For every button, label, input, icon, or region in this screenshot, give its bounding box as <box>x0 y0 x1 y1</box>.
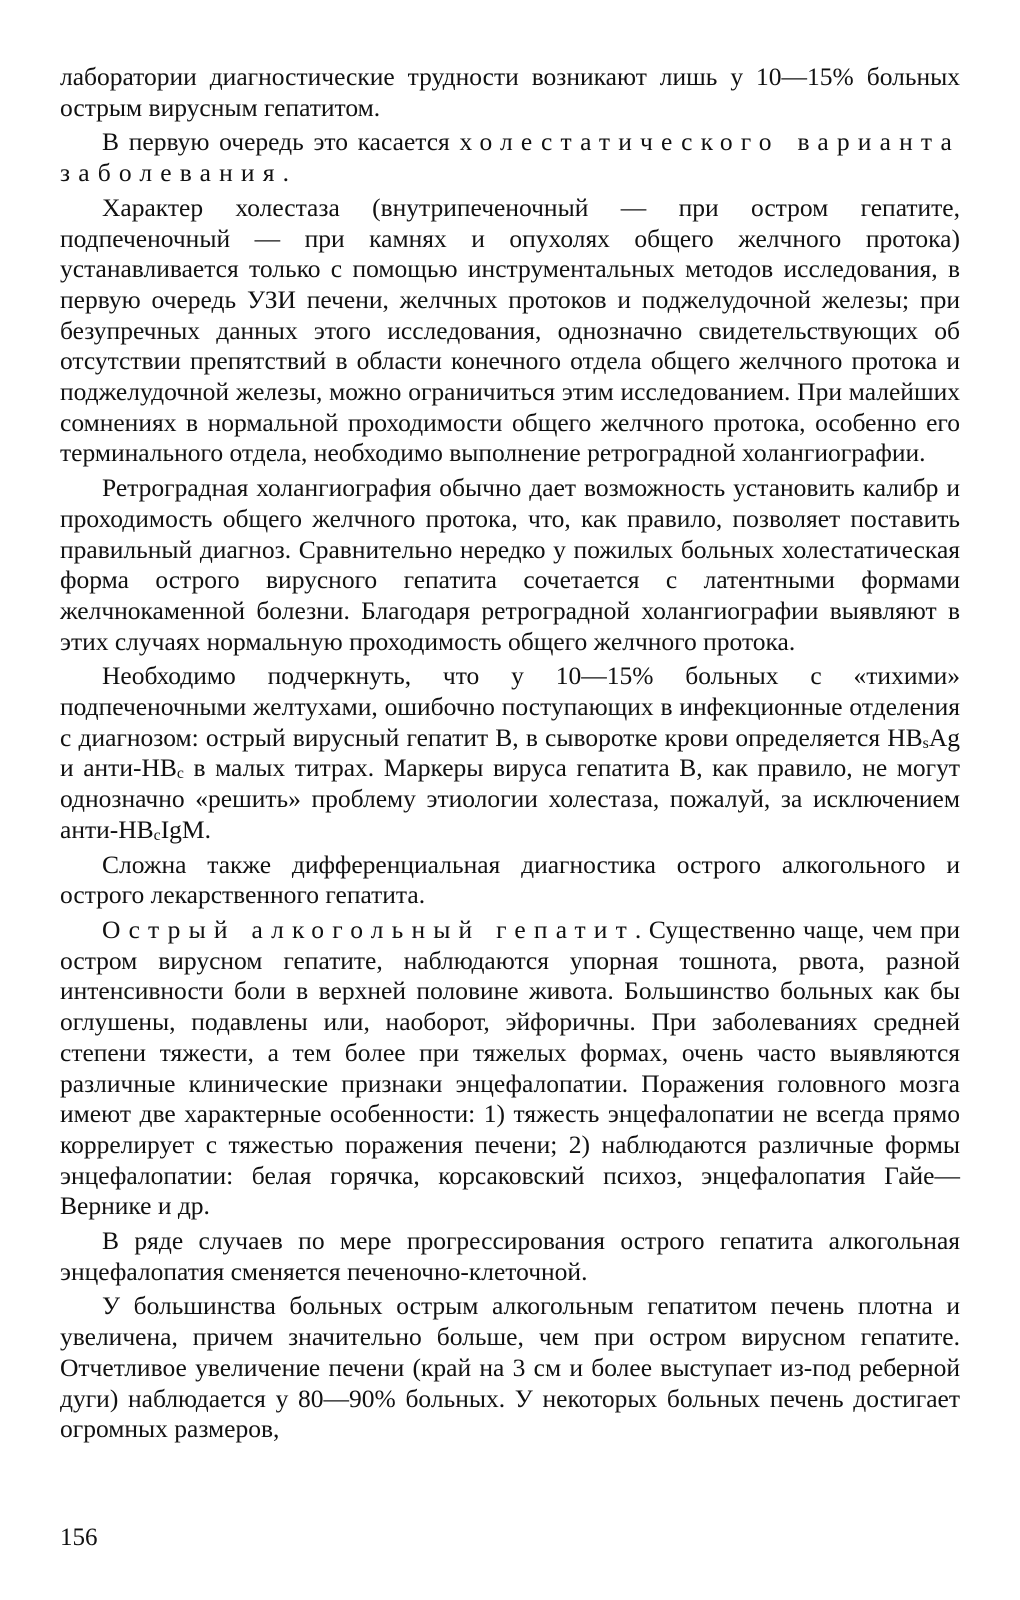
paragraph-9-text: У большинства больных острым алкогольным гепатитом печень плотна и увеличена, причем значительно больше, чем при остром вирусном гепатите. Отчетливое увеличение печени (край на 3 см и более выступает из-под реберной дуги) наблюдается у 80—90% больных. У некоторых больных печень достигает огромных размеров, <box>60 1291 960 1444</box>
paragraph-7 <box>60 915 960 1222</box>
paragraph-5-text-a: Необходимо подчеркнуть, что у 10—15% больных с «тихими» подпеченочными желтухами, ошибочно поступающих в инфекционные отделения с диагнозом: острый вирусный гепатит В, в сыворотке крови определяется HB <box>60 661 960 752</box>
section-heading-acute-alcoholic-hepatitis: Острый алкогольный гепатит <box>102 914 635 944</box>
paragraph-9 <box>60 1291 960 1445</box>
paragraph-8-text: В ряде случаев по мере прогрессирования острого гепатита алкогольная энцефалопатия сменяется печеночно-клеточной. <box>60 1226 960 1286</box>
paragraph-1-text: лаборатории диагностические трудности возникают лишь у 10—15% больных острым вирусным гепатитом. <box>60 62 960 122</box>
paragraph-5-text-c: в малых титрах. Маркеры вируса гепатита В, как правило, не могут однозначно «решить» проблему этиологии холестаза, пожалуй, за исключением анти-HB <box>60 753 960 844</box>
page-number: 156 <box>60 1524 98 1551</box>
paragraph-5-text-d: IgM. <box>160 814 211 844</box>
paragraph-3-text: Характер холестаза (внутрипеченочный — при остром гепатите, подпеченочный — при камнях и опухолях общего желчного протока) устанавливается только с помощью инструментальных методов исследования, в первую очередь УЗИ печени, желчных протоков и поджелудочной железы; при безупречных данных этого исследования, однозначно свидетельствующих об отсутствии препятствий в области конечного отдела общего желчного протока и поджелудочной железы, можно ограничиться этим исследованием. При малейших сомнениях в нормальной проходимости общего желчного протока, особенно его терминального отдела, необходимо выполнение ретроградной холангиографии. <box>60 192 960 468</box>
page-body <box>60 62 960 1449</box>
paragraph-2 <box>60 127 960 188</box>
paragraph-2-text: В первую очередь это касается <box>102 127 460 157</box>
paragraph-1 <box>60 62 960 123</box>
subscript-s: s <box>922 734 929 752</box>
paragraph-6-text: Сложна также дифференциальная диагностика острого алкогольного и острого лекарственного гепатита. <box>60 849 960 910</box>
paragraph-7-text: . Существенно чаще, чем при остром вирусном гепатите, наблюдаются упорная тошнота, рвота, разной интенсивности боли в верхней половине живота. Большинство больных как бы оглушены, подавлены или, наоборот, эйфоричны. При заболеваниях средней степени тяжести, а тем более при тяжелых формах, очень часто выявляются различные клинические признаки энцефалопатии. Поражения головного мозга имеют две характерные особенности: 1) тяжесть энцефалопатии не всегда прямо коррелирует с тяжестью поражения печени; 2) наблюдаются различные формы энцефалопатии: белая горячка, корсаковский психоз, энцефалопатия Гайе—Вернике и др. <box>60 914 960 1221</box>
paragraph-4-text: Ретроградная холангиография обычно дает возможность установить калибр и проходимость общего желчного протока, что, как правило, позволяет поставить правильный диагноз. Сравнительно нередко у пожилых больных холестатическая форма острого вирусного гепатита сочетается с латентными формами желчнокаменной болезни. Благодаря ретроградной холангиографии выявляют в этих случаях нормальную проходимость общего желчного протока. <box>60 473 960 656</box>
paragraph-4 <box>60 473 960 657</box>
paragraph-5-text-b: Ag и анти-HB <box>60 722 960 783</box>
paragraph-8 <box>60 1226 960 1287</box>
paragraph-2-end: . <box>282 158 290 188</box>
paragraph-3 <box>60 193 960 469</box>
subscript-c-1: c <box>176 765 184 783</box>
paragraph-6 <box>60 850 960 911</box>
subscript-c-2: c <box>153 826 161 844</box>
paragraph-5 <box>60 661 960 845</box>
emphasis-cholestatic-variant: холестатического варианта заболевания <box>60 127 960 188</box>
